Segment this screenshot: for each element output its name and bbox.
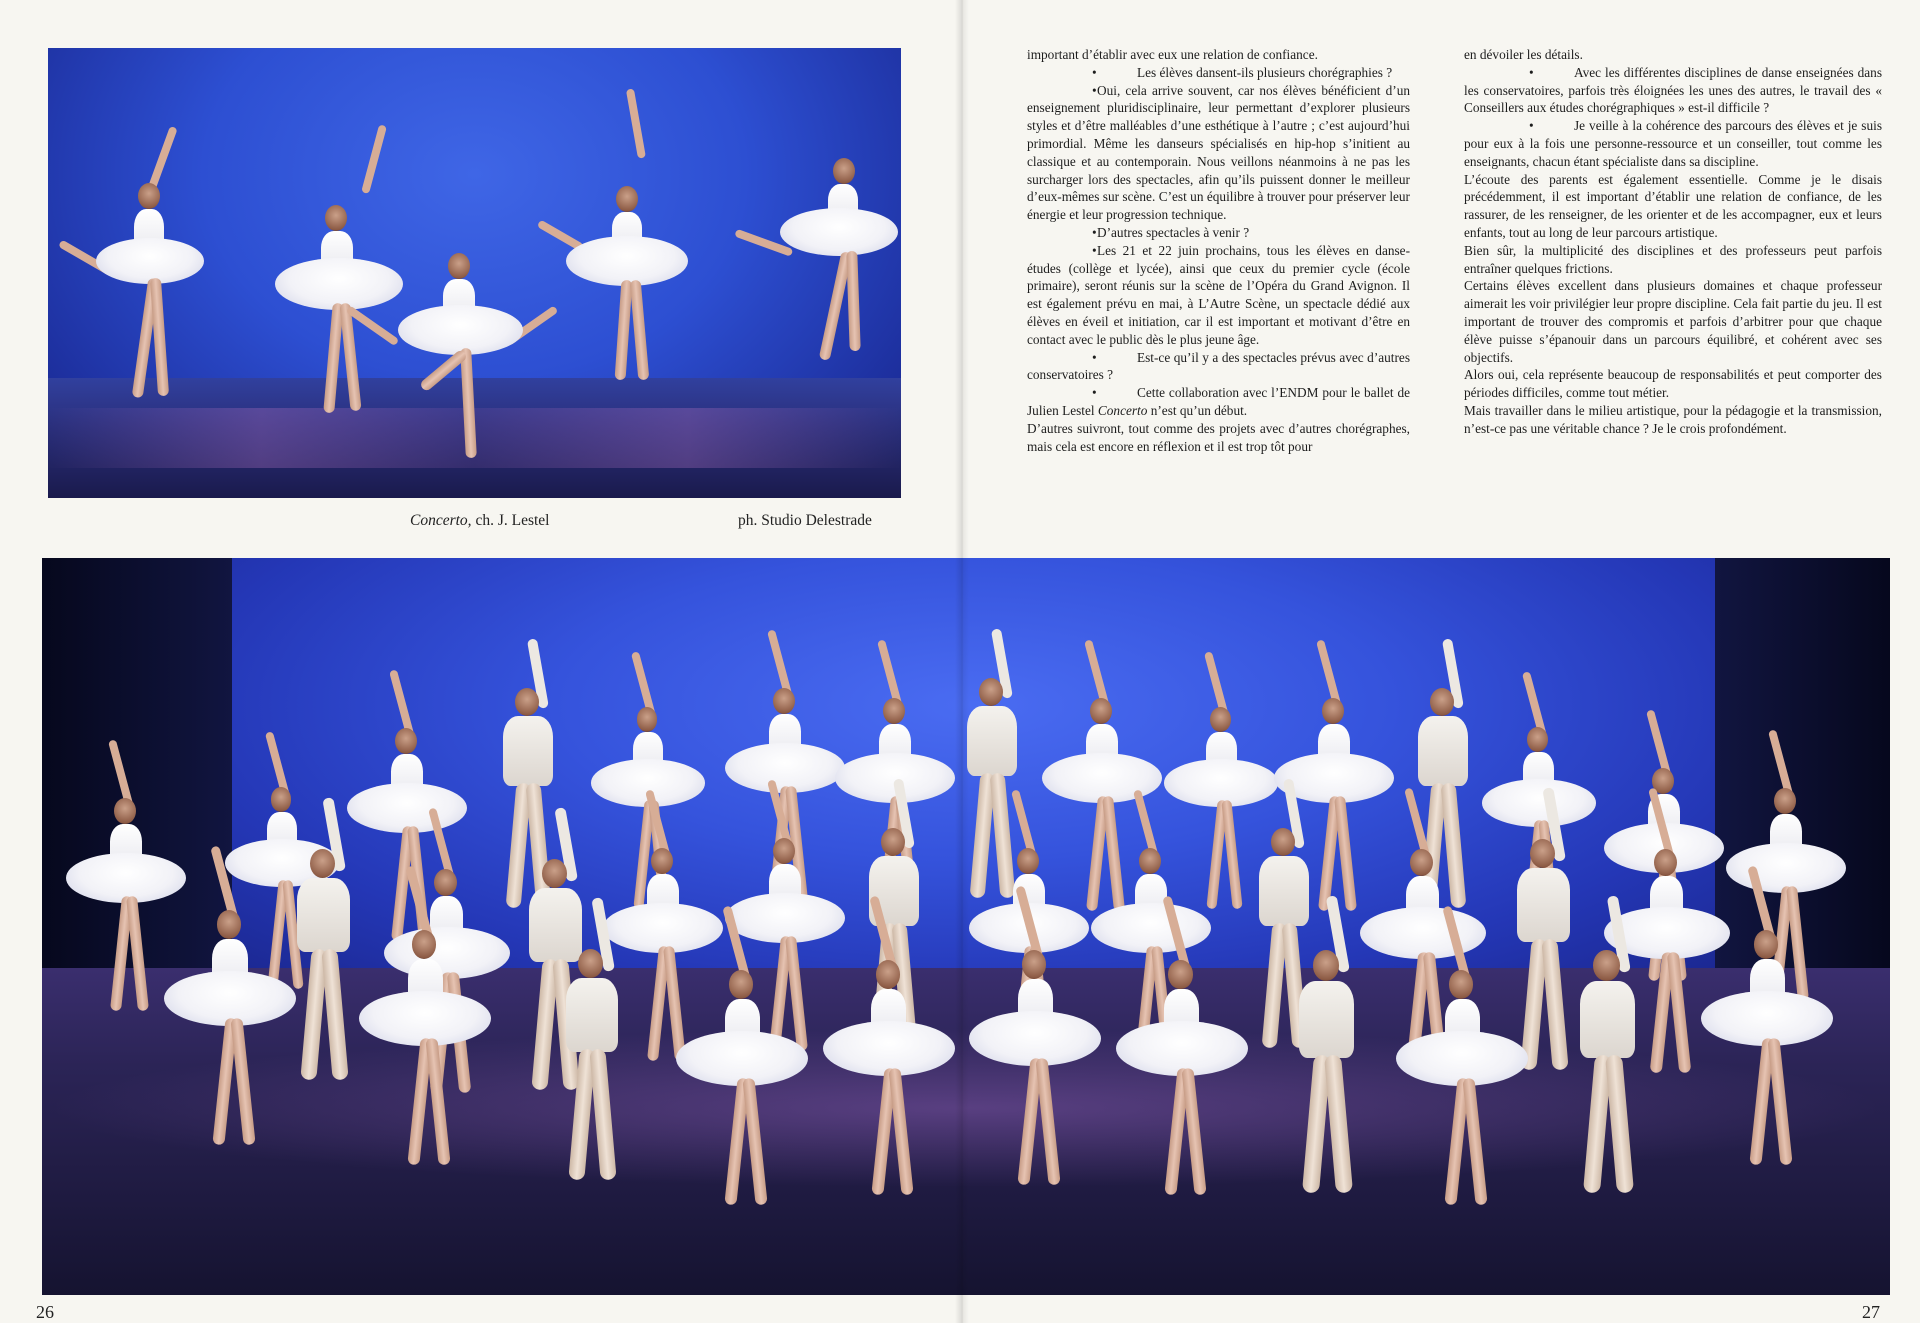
paragraph: Certains élèves excellent dans plusieurs domaines et chaque professeur aimerait les voir privilégier leur propre discipline. Cela fait partie du jeu. Il est important de trouver des compromis et parfois d’arbitrer pour que chaque élève puisse s’épanouir dans un parcours équilibré, et cohérent avec ses objectifs.: [1464, 278, 1882, 365]
interview-question: [1027, 349, 1410, 385]
interview-answer: [1027, 82, 1410, 224]
page-number-left: 26: [36, 1302, 54, 1322]
bullet-icon: •: [1092, 82, 1097, 98]
article-column-left: [1027, 46, 1410, 455]
ballerina-figure: [1116, 938, 1248, 1224]
paragraph: Bien sûr, la multiplicité des disciplines et des professeurs peut parfois entraîner quelques frictions.: [1464, 242, 1882, 276]
interview-answer: [1464, 117, 1882, 170]
paragraph: important d’établir avec eux une relation de confiance.: [1027, 47, 1318, 62]
page-gutter: [955, 0, 969, 1323]
answer-text: n’est qu’un début.: [1150, 402, 1248, 418]
ballerina-figure: [969, 928, 1101, 1214]
answer-text: Oui, cela arrive souvent, car nos élèves bénéficient d’un enseignement pluridisciplinaire, leur permettant d’explorer plusieurs styles et d’être malléables d’une esthétique à l’autre ; c’est aujourd’hui primordial. Même les danseurs spécialisés en hip-hop s’initient au classique et au contemporain. Nous veillons néanmoins à ne pas les surcharger lors des spectacles, afin qu’ils puissent donner le meilleur d’eux-mêmes sur scène. C’est un équilibre à trouver pour préserver leur énergie et leur progression technique.: [1027, 82, 1410, 223]
interview-question: [1027, 64, 1410, 82]
photo-caption-title: [410, 512, 549, 530]
answer-text: Cette collaboration avec l’ENDM pour le ballet de Julien Lestel: [1027, 385, 1410, 418]
ballerina-figure: [88, 143, 208, 443]
paragraph: Alors oui, cela représente beaucoup de responsabilités et peut comporter des périodes difficiles, comme tout métier.: [1464, 367, 1882, 401]
paragraph: Mais travailler dans le milieu artistique, pour la pédagogie et la transmission, n’est-ce pas une véritable chance ? Je le crois profondément.: [1464, 402, 1882, 436]
answer-text: Je veille à la cohérence des parcours des élèves et je suis pour eux à la fois une personne-ressource et un conseiller, tout comme les enseignants, chacun étant spécialiste dans sa discipline.: [1464, 118, 1882, 169]
male-dancer-figure: [1262, 928, 1394, 1214]
bullet-icon: •: [1092, 64, 1097, 80]
male-dancer-figure: [1543, 928, 1675, 1214]
ballerina-figure: [1396, 948, 1528, 1234]
interview-question: [1464, 64, 1882, 117]
page-number-right: 27: [1862, 1302, 1880, 1322]
question-text: Est-ce qu’il y a des spectacles prévus avec d’autres conservatoires ?: [1027, 349, 1410, 383]
bullet-icon: •: [1092, 349, 1097, 365]
bullet-icon: •: [1529, 64, 1534, 80]
male-dancer-figure: [530, 928, 656, 1201]
interview-question: [1027, 224, 1410, 242]
article-column-right: [1464, 46, 1882, 438]
paragraph: L’écoute des parents est également essentielle. Comme je le disais précédemment, il est important d’établir une relation de confiance, de les rassurer, de les renseigner, de les orienter et de les accompagner, eux et leurs enfants, tout au long de leur parcours artistique.: [1464, 171, 1882, 240]
ballerina-figure: [393, 233, 523, 463]
paragraph: en dévoiler les détails.: [1464, 47, 1583, 62]
ballerina-figure: [676, 948, 808, 1234]
question-text: Avec les différentes disciplines de danse enseignées dans les conservatoires, parfois très éloignées les unes des autres, le travail des « Conseillers aux études chorégraphiques » est-il difficile ?: [1464, 64, 1882, 116]
bullet-icon: •: [1529, 118, 1534, 134]
ballerina-figure: [164, 888, 296, 1174]
ballet-photo-concerto: [48, 48, 901, 498]
bullet-icon: •: [1092, 224, 1097, 240]
question-text: D’autres spectacles à venir ?: [1097, 224, 1250, 240]
ballerina-figure: [558, 88, 688, 388]
ballet-title: Concerto: [1097, 402, 1148, 418]
ballerina-figure: [823, 938, 955, 1224]
paragraph: D’autres suivront, tout comme des projets avec d’autres chorégraphes, mais cela est encore en réflexion et il est trop tôt pour: [1027, 420, 1410, 454]
interview-answer: [1027, 384, 1410, 420]
ballerina-figure: [359, 908, 491, 1194]
ballerina-figure: [1701, 908, 1833, 1194]
ballerina-figure: [778, 103, 898, 383]
bullet-icon: •: [1092, 385, 1097, 401]
answer-text: Les 21 et 22 juin prochains, tous les élèves en danse-études (collège et lycée), ainsi que ceux du premier cycle (école primaire), seront réunis sur la scène de l’Opéra du Grand Avignon. Il est également prévu en mai, à L’Autre Scène, un spectacle dédié aux élèves en éveil et initiation, car il est important et motivant d’être en contact avec le public dès le plus jeune âge.: [1027, 242, 1410, 347]
question-text: Les élèves dansent-ils plusieurs chorégraphies ?: [1137, 64, 1393, 80]
ballerina-figure: [273, 123, 403, 423]
caption-choreographer: ch. J. Lestel: [475, 512, 550, 529]
caption-work-title: Concerto,: [410, 512, 472, 529]
photo-credit: ph. Studio Delestrade: [738, 512, 872, 529]
interview-answer: [1027, 242, 1410, 349]
bullet-icon: •: [1092, 242, 1097, 258]
